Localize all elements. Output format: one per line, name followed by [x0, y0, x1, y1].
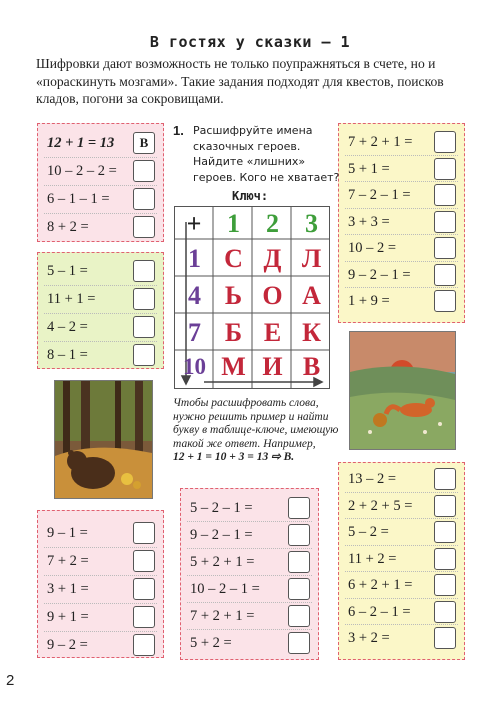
answer-box[interactable] [288, 551, 310, 573]
row-divider [345, 571, 458, 572]
answer-box[interactable]: В [133, 132, 155, 154]
row-divider [345, 181, 458, 182]
exercise-row [38, 634, 163, 658]
exercise-expression: 3 + 2 = [348, 630, 390, 646]
answer-box[interactable] [133, 316, 155, 338]
explanation-block [173, 397, 343, 465]
answer-box[interactable] [434, 158, 456, 180]
page-number: 2 [6, 672, 15, 689]
bear-picture [55, 381, 152, 498]
exercise-expression: 7 + 2 = [47, 553, 89, 569]
answer-box[interactable] [434, 237, 456, 259]
row-divider [345, 208, 458, 209]
answer-box[interactable] [133, 344, 155, 366]
key-letter: Л [301, 243, 322, 273]
page-title: В гостях у сказки — 1 [149, 33, 351, 51]
row-divider [187, 575, 312, 576]
exercise-expression: 8 – 1 = [47, 347, 88, 363]
exercise-expression: 7 + 2 + 1 = [190, 608, 255, 624]
row-divider [345, 624, 458, 625]
row-divider [345, 545, 458, 546]
key-letter: В [302, 352, 321, 381]
exercise-expression: 9 + 1 = [47, 609, 89, 625]
row-divider [44, 313, 157, 314]
exercise-row [339, 548, 464, 572]
exercise-expression: 1 + 9 = [348, 293, 390, 309]
row-divider [44, 603, 157, 604]
key-letter: Б [224, 317, 243, 347]
key-letter: М [221, 352, 246, 381]
exercise-expression: 13 – 2 = [348, 471, 397, 487]
exercise-row [339, 158, 464, 182]
key-title: Ключ: [232, 189, 269, 203]
answer-box[interactable] [133, 260, 155, 282]
key-col-header: 2 [266, 208, 279, 238]
row-divider [345, 518, 458, 519]
exercise-box-6 [338, 462, 465, 660]
exercise-row [339, 495, 464, 519]
answer-box[interactable] [434, 264, 456, 286]
key-row-header: 4 [188, 280, 201, 310]
task-number: 1. [173, 123, 184, 138]
key-letter: Д [263, 243, 282, 273]
row-divider [187, 521, 312, 522]
exercise-expression: 12 + 1 = 13 [47, 135, 115, 151]
answer-box[interactable] [288, 605, 310, 627]
answer-box[interactable] [434, 601, 456, 623]
exercise-row [181, 605, 318, 629]
row-divider [44, 631, 157, 632]
exercise-row [38, 578, 163, 602]
exercise-expression: 9 – 2 = [47, 637, 88, 653]
exercise-expression: 8 + 2 = [47, 219, 89, 235]
answer-box[interactable] [434, 211, 456, 233]
exercise-row [38, 316, 163, 340]
exercise-row [339, 211, 464, 235]
exercise-expression: 4 – 2 = [47, 319, 88, 335]
answer-box[interactable] [133, 188, 155, 210]
row-divider [345, 155, 458, 156]
exercise-row [181, 524, 318, 548]
answer-box[interactable] [133, 288, 155, 310]
key-col-header: 1 [227, 208, 240, 238]
exercise-expression: 3 + 3 = [348, 213, 390, 230]
exercise-row [339, 521, 464, 545]
row-divider [345, 598, 458, 599]
exercise-expression: 6 + 2 + 1 = [348, 577, 413, 593]
exercise-row [339, 601, 464, 625]
exercise-expression: 7 – 2 – 1 = [348, 187, 411, 203]
exercise-row [339, 627, 464, 651]
answer-box[interactable] [434, 495, 456, 517]
exercise-row [38, 606, 163, 630]
exercise-row [339, 468, 464, 492]
exercise-row [339, 574, 464, 598]
key-row-header: 7 [188, 317, 201, 347]
fox-illustration [349, 331, 456, 450]
row-divider [345, 287, 458, 288]
key-row-header: 1 [188, 243, 201, 273]
row-divider [44, 575, 157, 576]
fox-picture [350, 332, 455, 449]
answer-box[interactable] [434, 184, 456, 206]
exercise-box-4 [37, 510, 164, 658]
exercise-row [38, 132, 163, 156]
exercise-row [181, 578, 318, 602]
key-letter: К [302, 317, 321, 347]
exercise-row [38, 550, 163, 574]
answer-box[interactable] [133, 160, 155, 182]
exercise-row [339, 237, 464, 261]
row-divider [44, 341, 157, 342]
exercise-expression: 6 – 2 – 1 = [348, 603, 411, 620]
exercise-expression: 5 + 1 = [348, 160, 390, 177]
bear-illustration [54, 380, 153, 499]
answer-box[interactable] [434, 574, 456, 596]
task-text: Расшифруйте имена сказочных героев. Найдите «лишних» героев. Кого не хватает? [193, 124, 340, 184]
exercise-expression: 11 + 1 = [47, 291, 96, 307]
exercise-row [38, 160, 163, 184]
row-divider [187, 602, 312, 603]
row-divider [345, 261, 458, 262]
row-divider [44, 213, 157, 214]
exercise-row [38, 188, 163, 212]
exercise-expression: 9 – 2 – 1 = [190, 527, 253, 543]
answer-box[interactable] [133, 578, 155, 600]
exercise-box-3 [338, 123, 465, 323]
exercise-row [38, 344, 163, 368]
exercise-row [38, 216, 163, 240]
exercise-expression: 11 + 2 = [348, 550, 397, 567]
row-divider [44, 185, 157, 186]
row-divider [345, 492, 458, 493]
exercise-expression: 10 – 2 – 1 = [190, 581, 260, 597]
answer-box[interactable] [133, 216, 155, 238]
answer-box[interactable] [133, 634, 155, 656]
key-letter: О [262, 280, 283, 310]
exercise-expression: 3 + 1 = [47, 581, 89, 597]
answer-box[interactable] [288, 578, 310, 600]
row-divider [44, 285, 157, 286]
key-letter: Ь [224, 280, 243, 310]
key-table [174, 206, 330, 389]
answer-box[interactable] [288, 497, 310, 519]
exercise-row [181, 551, 318, 575]
exercise-row [181, 632, 318, 656]
row-divider [44, 157, 157, 158]
exercise-expression: 10 – 2 = [348, 240, 397, 256]
row-divider [187, 629, 312, 630]
exercise-row [339, 264, 464, 288]
answer-box[interactable] [434, 548, 456, 570]
exercise-row [38, 522, 163, 546]
exercise-expression: 2 + 2 + 5 = [348, 497, 413, 514]
exercise-expression: 5 + 2 + 1 = [190, 554, 255, 570]
key-letter: А [302, 280, 321, 310]
exercise-row [181, 497, 318, 521]
explanation-example: 12 + 1 = 10 + 3 = 13 ⇨ В. [173, 451, 295, 463]
key-row-header: 10 [183, 354, 206, 379]
answer-box[interactable] [288, 632, 310, 654]
exercise-row [339, 184, 464, 208]
exercise-expression: 9 – 1 = [47, 525, 88, 541]
exercise-row [38, 288, 163, 312]
exercise-row [339, 290, 464, 314]
exercise-expression: 9 – 2 – 1 = [348, 266, 411, 283]
exercise-expression: 5 – 2 = [348, 524, 389, 540]
key-letter: С [224, 243, 243, 273]
exercise-box-1 [37, 123, 164, 242]
key-col-header: 3 [305, 208, 318, 238]
intro-text: Шифровки дают возможность не только поупражняться в счете, но и «пораскинуть мозгами». Такие задания подходят для квестов, поисков кладов, погони за сокровищами. [36, 56, 444, 106]
answer-box[interactable] [434, 521, 456, 543]
exercise-row [339, 131, 464, 155]
exercise-box-5 [180, 488, 319, 660]
key-letter: И [262, 352, 283, 381]
answer-box[interactable] [434, 131, 456, 153]
exercise-expression: 10 – 2 – 2 = [47, 163, 117, 179]
exercise-expression: 5 + 2 = [190, 635, 232, 651]
answer-box[interactable] [133, 606, 155, 628]
key-letter: Е [263, 317, 282, 347]
row-divider [44, 547, 157, 548]
exercise-row [38, 260, 163, 284]
answer-box[interactable] [288, 524, 310, 546]
key-corner-plus: + [186, 208, 202, 238]
row-divider [345, 234, 458, 235]
exercise-box-2 [37, 252, 164, 369]
answer-box[interactable] [434, 468, 456, 490]
exercise-expression: 6 – 1 – 1 = [47, 191, 110, 207]
answer-box[interactable] [434, 290, 456, 312]
answer-box[interactable] [133, 522, 155, 544]
exercise-expression: 5 – 2 – 1 = [190, 500, 253, 516]
explanation-text: Чтобы расшифровать слова, нужно решить пример и найти букву в таблице-ключе, имеющую такой же ответ. Например, [173, 397, 339, 450]
exercise-expression: 5 – 1 = [47, 263, 88, 279]
row-divider [187, 548, 312, 549]
exercise-expression: 7 + 2 + 1 = [348, 134, 413, 150]
answer-box[interactable] [434, 627, 456, 649]
answer-box[interactable] [133, 550, 155, 572]
